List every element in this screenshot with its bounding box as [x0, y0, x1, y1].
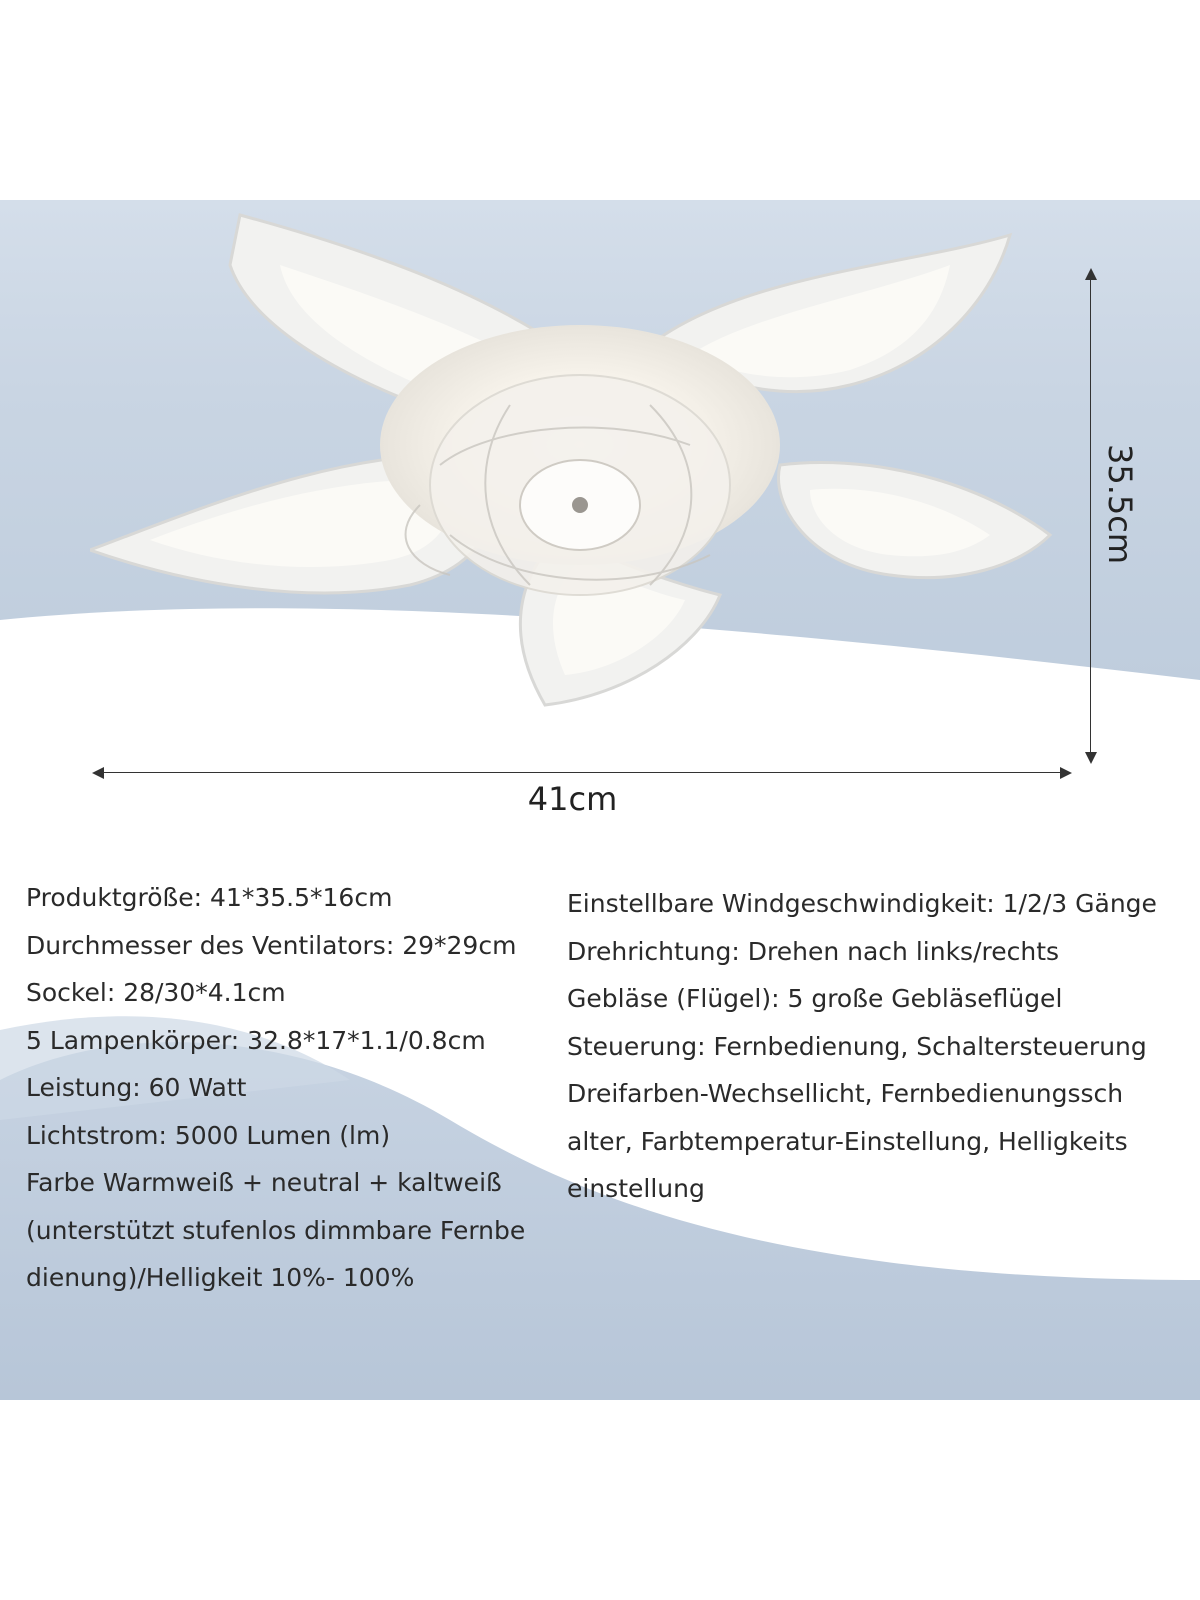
spec-item: Farbe Warmweiß + neutral + kaltweiß — [26, 1168, 502, 1197]
spec-list-left — [26, 874, 566, 1302]
spec-item: Lichtstrom: 5000 Lumen (lm) — [26, 1120, 391, 1150]
spec-item: (unterstützt stufenlos dimmbare Fernbe — [26, 1215, 526, 1245]
spec-item: Durchmesser des Ventilators: 29*29cm — [26, 930, 517, 960]
width-dimension-line — [95, 772, 1070, 773]
spec-item: alter, Farbtemperatur-Einstellung, Helligkeits — [567, 1126, 1128, 1156]
spec-item: einstellung — [567, 1174, 705, 1203]
spec-item: Gebläse (Flügel): 5 große Gebläseflügel — [567, 984, 1063, 1013]
spec-item: Drehrichtung: Drehen nach links/rechts — [567, 936, 1060, 966]
spec-item: Einstellbare Windgeschwindigkeit: 1/2/3 Gänge — [567, 889, 1157, 918]
spec-item: Sockel: 28/30*4.1cm — [26, 978, 286, 1007]
width-dimension-label: 41cm — [527, 780, 618, 818]
height-dimension-line — [1090, 272, 1091, 762]
spec-item: Steuerung: Fernbedienung, Schaltersteuerung — [567, 1031, 1147, 1061]
spec-item: dienung)/Helligkeit 10%- 100% — [26, 1263, 415, 1292]
spec-item: Dreifarben-Wechsellicht, Fernbedienungssch — [567, 1079, 1124, 1108]
spec-list-right — [567, 880, 1197, 1213]
width-arrow-right — [1060, 767, 1072, 779]
height-arrow-bottom — [1085, 752, 1097, 764]
spec-item: 5 Lampenkörper: 32.8*17*1.1/0.8cm — [26, 1025, 486, 1055]
width-arrow-left — [92, 767, 104, 779]
ceiling-fan-light-image — [90, 205, 1080, 730]
height-dimension-label: 35.5cm — [1101, 444, 1139, 565]
height-arrow-top — [1085, 268, 1097, 280]
spec-item: Produktgröße: 41*35.5*16cm — [26, 883, 393, 912]
spec-item: Leistung: 60 Watt — [26, 1073, 247, 1102]
